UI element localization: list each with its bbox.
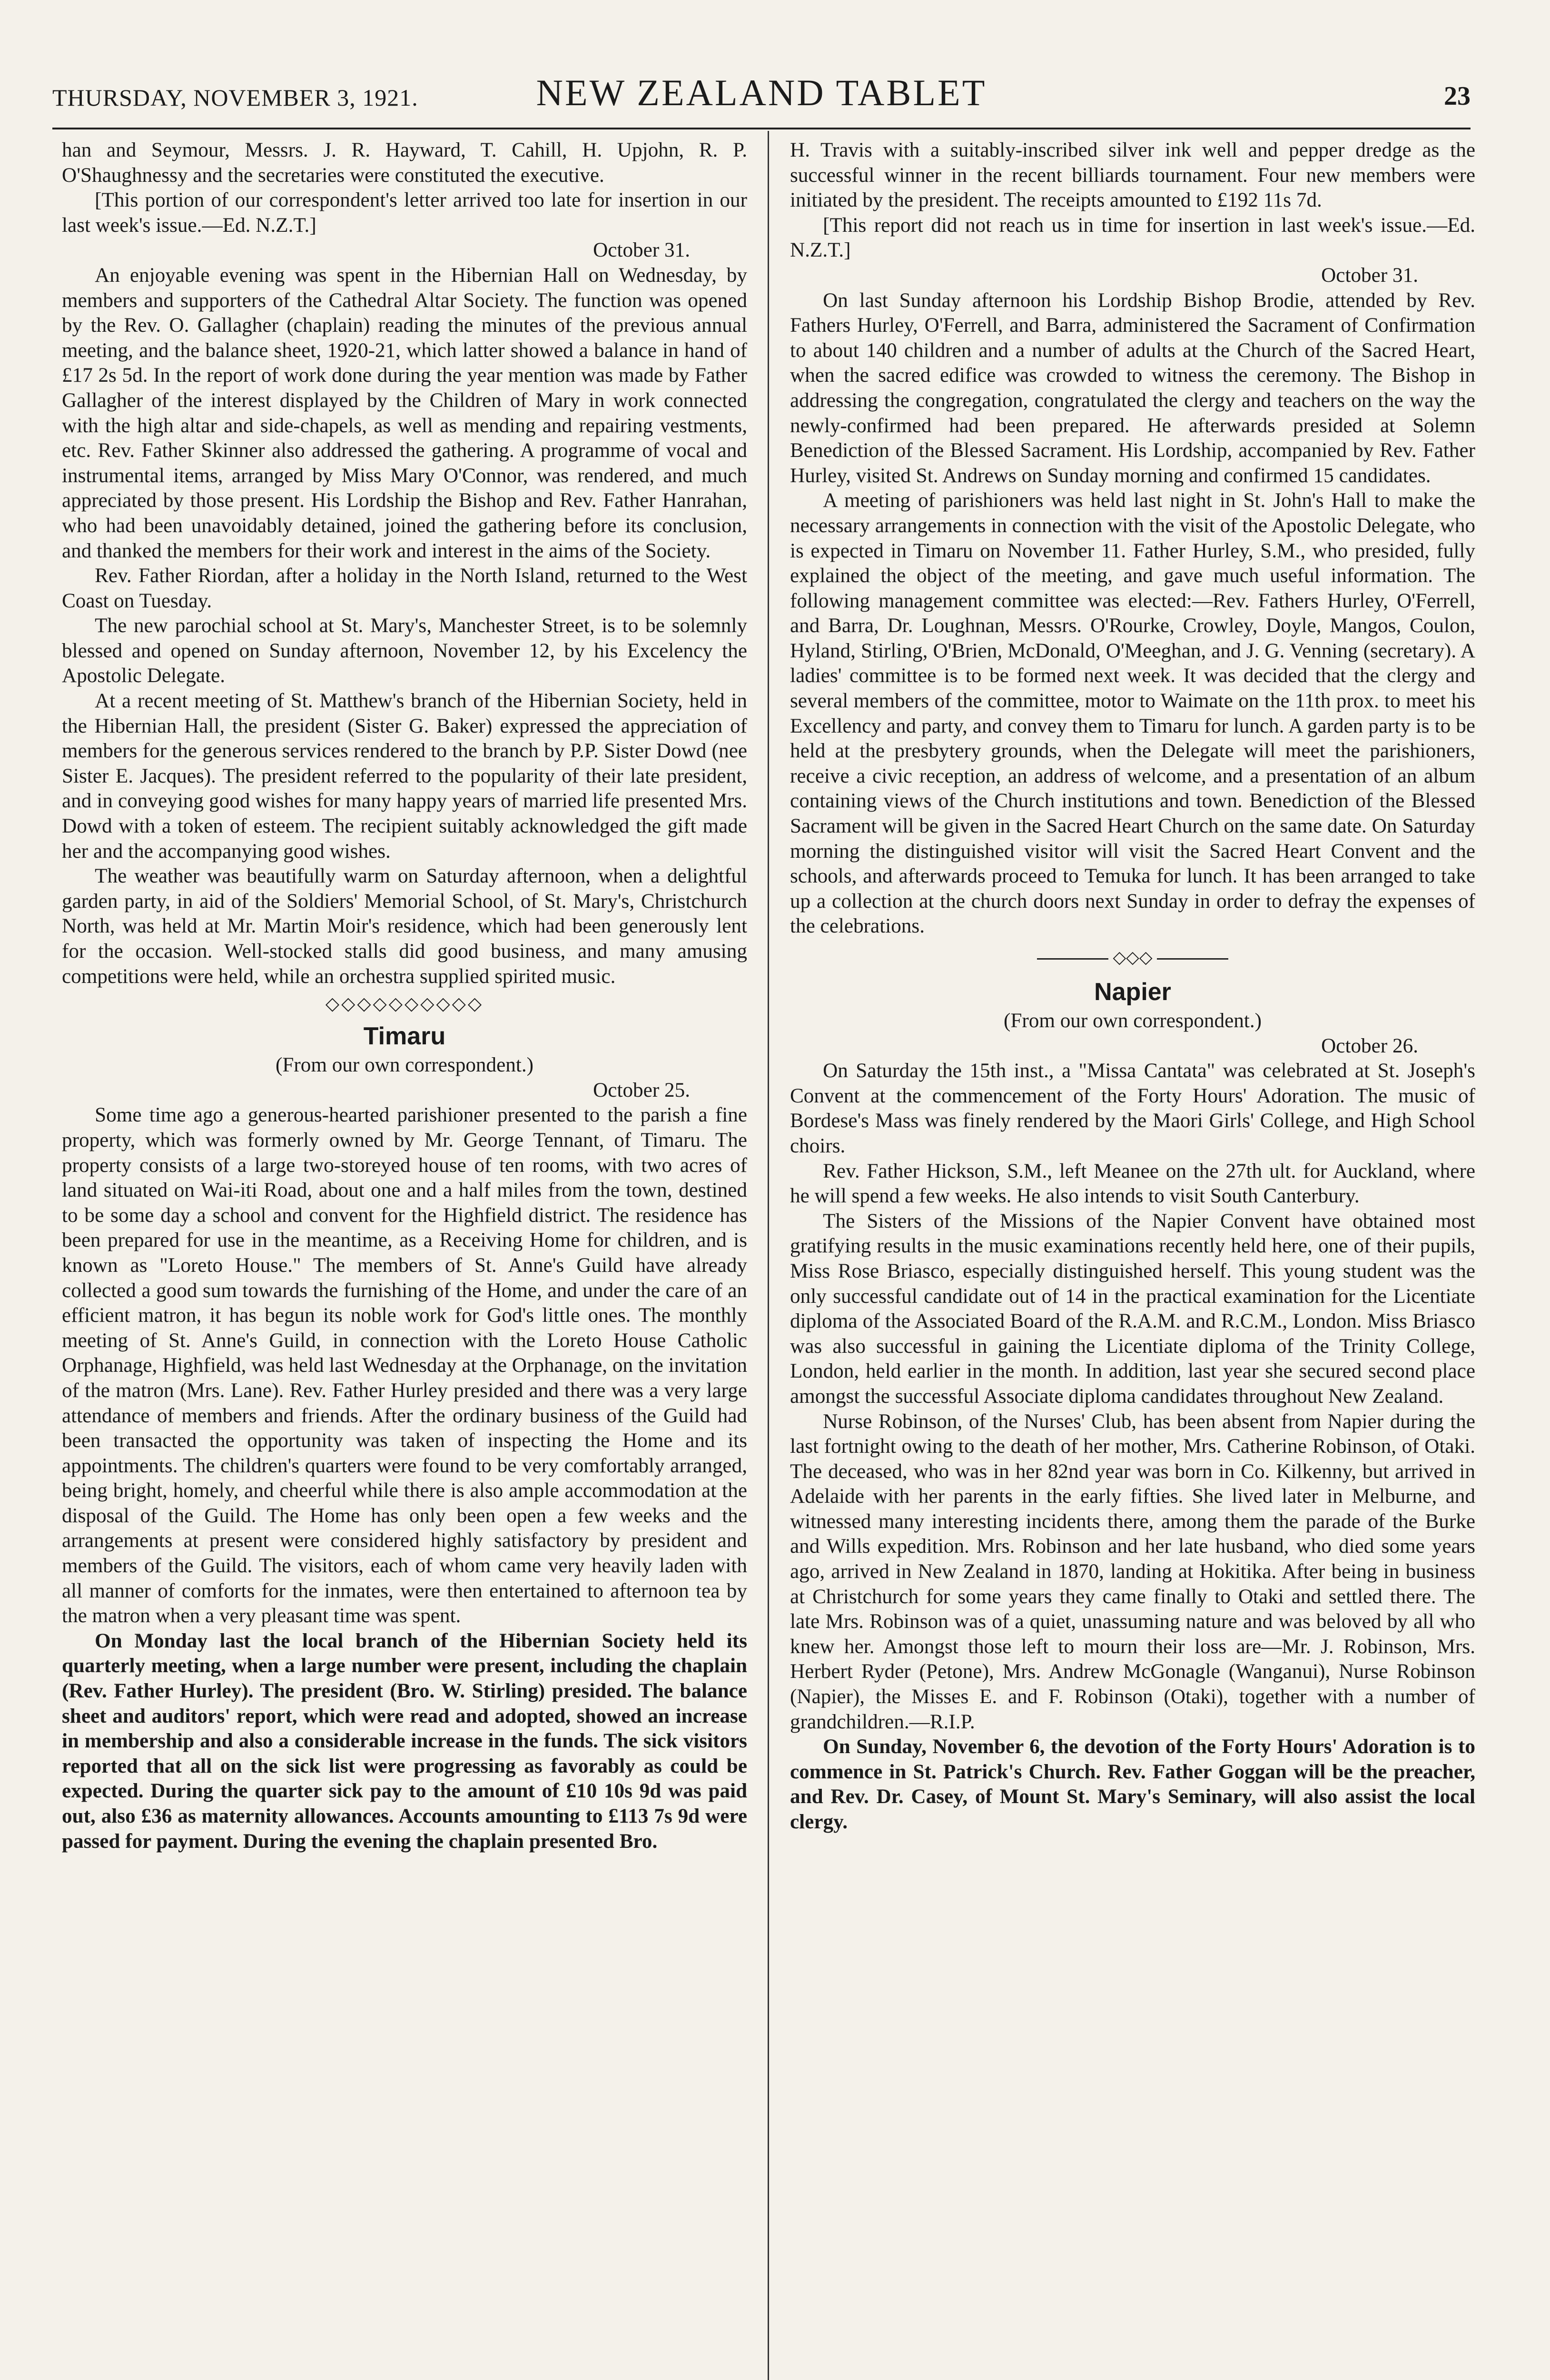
separator-ornament: ◇◇◇ [1113, 948, 1153, 967]
correspondent-line: (From our own correspondent.) [1003, 1010, 1262, 1032]
issue-date: THURSDAY, NOVEMBER 3, 1921. [52, 84, 418, 111]
separator-line [1157, 958, 1228, 960]
editor-note: [This report did not reach us in time for insertion in last week's issue.—Ed. N.Z.T.] [790, 214, 1475, 262]
article-paragraph: The weather was beautifully warm on Saturday afternoon, when a delightful garden party, in aid of the Soldiers' Memorial School, of St. Mary's, Christchurch North, was held at Mr. Martin Moir's residence, which had been generously lent for the occasion. Well-stocked stalls did good business, and many amusing competitions were held, while an orchestra supplied spirited music. [62, 865, 747, 988]
section-heading-napier: Napier [1094, 978, 1171, 1006]
editor-note: [This portion of our correspondent's letter arrived too late for insertion in our last week's issue.—Ed. N.Z.T.] [62, 189, 747, 237]
section-separator [790, 943, 1475, 972]
separator-line [1037, 958, 1108, 960]
correspondent-line: (From our own correspondent.) [275, 1054, 534, 1077]
dateline: October 26. [1321, 1034, 1418, 1057]
article-paragraph: han and Seymour, Messrs. J. R. Hayward, T. Cahill, H. Upjohn, R. P. O'Shaughnessy and the secretaries were constituted the executive. [62, 139, 747, 187]
article-paragraph: Nurse Robinson, of the Nurses' Club, has been absent from Napier during the last fortnight owing to the death of her mother, Mrs. Catherine Robinson, of Otaki. The deceased, who was in her 82nd year was born in Co. Kilkenny, but arrived in Adelaide with her parents in the early fifties. She lived later in Melburne, and witnessed many interesting incidents there, among them the parade of the Burke and Wills expedition. Mrs. Robinson and her late husband, who died some years ago, arrived in New Zealand in 1870, landing at Hokitika. After being in business at Christchurch for some years they came finally to Otaki and settled there. The late Mrs. Robinson was of a quiet, unassuming nature and was beloved by all who knew her. Amongst those left to mourn their loss are—Mr. J. Robinson, Mrs. Herbert Ryder (Petone), Mrs. Andrew McGonagle (Wanganui), Nurse Robinson (Napier), the Misses E. and F. Robinson (Otaki), together with a number of grandchildren.—R.I.P. [790, 1410, 1475, 1733]
article-paragraph: On last Sunday afternoon his Lordship Bishop Brodie, attended by Rev. Fathers Hurley, O'Ferrell, and Barra, administered the Sacrament of Confirmation to about 140 children and a number of adults at the Church of the Sacred Heart, when the sacred edifice was crowded to witness the ceremony. The Bishop in addressing the congregation, congratulated the clergy and teachers on the way the newly-confirmed had been prepared. He afterwards presided at Solemn Benediction of the Blessed Sacrament. His Lordship, accompanied by Rev. Father Hurley, visited St. Andrews on Sunday morning and confirmed 15 candidates. [790, 289, 1475, 487]
section-heading-timaru: Timaru [363, 1022, 446, 1051]
dateline: October 25. [593, 1079, 690, 1101]
article-paragraph: On Saturday the 15th inst., a "Missa Cantata" was celebrated at St. Joseph's Convent at the commencement of the Forty Hours' Adoration. The music of Bordese's Mass was finely rendered by the Maori Girls' College, and High School choirs. [790, 1060, 1475, 1157]
article-paragraph: On Sunday, November 6, the devotion of the Forty Hours' Adoration is to commence in St. Patrick's Church. Rev. Father Goggan will be the preacher, and Rev. Dr. Casey, of Mount St. Mary's Seminary, will also assist the local clergy. [790, 1735, 1475, 1833]
article-paragraph: The Sisters of the Missions of the Napier Convent have obtained most gratifying results in the music examinations recently held here, one of their pupils, Miss Rose Briasco, especially distinguished herself. This young student was the only successful candidate out of 14 in the practical examination for the Licentiate diploma of the Associated Board of the R.A.M. and R.C.M., London. Miss Briasco was also successful in gaining the Licentiate diploma of the Trinity College, London, held earlier in the month. In addition, last year she secured second place amongst the successful Associate diploma candidates throughout New Zealand. [790, 1210, 1475, 1408]
right-column [790, 138, 1475, 1835]
column-divider [768, 131, 769, 2380]
page-header [52, 71, 1471, 124]
article-paragraph: An enjoyable evening was spent in the Hibernian Hall on Wednesday, by members and supporters of the Cathedral Altar Society. The function was opened by the Rev. O. Gallagher (chaplain) reading the minutes of the previous annual meeting, and the balance sheet, 1920-21, which latter showed a balance in hand of £17 2s 5d. In the report of work done during the year mention was made by Father Gallagher of the interest displayed by the Children of Mary in work connected with the high altar and side-chapels, as well as mending and repairing vestments, etc. Rev. Father Skinner also addressed the gathering. A programme of vocal and instrumental items, arranged by Miss Mary O'Connor, was rendered, and much appreciated by those present. His Lordship the Bishop and Rev. Father Hanrahan, who had been unavoidably detained, joined the gathering before its conclusion, and thanked the members for their work and interest in the aims of the Society. [62, 264, 747, 562]
section-ornament: ◇◇◇◇◇◇◇◇◇◇ [325, 994, 484, 1014]
publication-title: NEW ZEALAND TABLET [536, 72, 987, 113]
article-paragraph: The new parochial school at St. Mary's, Manchester Street, is to be solemnly blessed and opened on Sunday afternoon, November 12, by his Excelency the Apostolic Delegate. [62, 615, 747, 687]
article-paragraph: On Monday last the local branch of the Hibernian Society held its quarterly meeting, when a large number were present, including the chaplain (Rev. Father Hurley). The president (Bro. W. Stirling) presided. The balance sheet and auditors' report, which were read and adopted, showed an increase in membership and also a considerable increase in the funds. The sick visitors reported that all on the sick list were progressing as favorably as could be expected. During the quarter sick pay to the amount of £10 10s 9d was paid out, also £36 as maternity allowances. Accounts amounting to £113 7s 9d were passed for payment. During the evening the chaplain presented Bro. [62, 1629, 747, 1853]
left-column [62, 138, 747, 1854]
page-number: 23 [1444, 81, 1471, 111]
article-paragraph: Rev. Father Riordan, after a holiday in the North Island, returned to the West Coast on Tuesday. [62, 565, 747, 612]
article-paragraph: At a recent meeting of St. Matthew's branch of the Hibernian Society, held in the Hibernian Hall, the president (Sister G. Baker) expressed the appreciation of members for the generous services rendered to the branch by P.P. Sister Dowd (nee Sister E. Jacques). The president referred to the popularity of their late president, and in conveying good wishes for many happy years of married life presented Mrs. Dowd with a token of esteem. The recipient suitably acknowledged the gift made her and the accompanying good wishes. [62, 690, 747, 863]
header-rule [52, 128, 1471, 129]
article-paragraph: A meeting of parishioners was held last night in St. John's Hall to make the necessary arrangements in connection with the visit of the Apostolic Delegate, who is expected in Timaru on November 11. Father Hurley, S.M., who presided, fully explained the object of the meeting, and gave much useful information. The following management committee was elected:—Rev. Fathers Hurley, O'Ferrell, and Barra, Dr. Loughnan, Messrs. O'Rourke, Crowley, Doyle, Mangos, Coulon, Hyland, Stirling, O'Brien, McDonald, O'Meeghan, and J. G. Venning (secretary). A ladies' committee is to be formed next week. It was decided that the clergy and several members of the committee, motor to Waimate on the 11th prox. to meet his Excellency and party, and convey them to Timaru for lunch. A garden party is to be held at the presbytery grounds, when the Delegate will meet the parishioners, receive a civic reception, an address of welcome, and a presentation of an album containing views of the Church institutions and town. Benediction of the Blessed Sacrament will be given in the Sacred Heart Church on the same date. On Saturday morning the distinguished visitor will visit the Sacred Heart Convent and the schools, and afterwards proceed to Temuka for lunch. It has been arranged to take up a collection at the church doors next Sunday in order to defray the expenses of the celebrations. [790, 489, 1475, 938]
dateline: October 31. [593, 239, 690, 262]
article-paragraph: Rev. Father Hickson, S.M., left Meanee on the 27th ult. for Auckland, where he will spend a few weeks. He also intends to visit South Canterbury. [790, 1160, 1475, 1208]
article-paragraph: Some time ago a generous-hearted parishioner presented to the parish a fine property, which was formerly owned by Mr. George Tennant, of Timaru. The property consists of a large two-storeyed house of ten rooms, with two acres of land situated on Wai-iti Road, about one and a half miles from the town, destined to be some day a school and convent for the Highfield district. The residence has been prepared for use in the meantime, as a Receiving Home for children, and is known as "Loreto House." The members of St. Anne's Guild have already collected a good sum towards the furnishing of the Home, and under the care of an efficient matron, it has begun its noble work for God's little ones. The monthly meeting of St. Anne's Guild, in connection with the Loreto House Catholic Orphanage, Highfield, was held last Wednesday at the Orphanage, on the invitation of the matron (Mrs. Lane). Rev. Father Hurley presided and there was a very large attendance of members and friends. After the ordinary business of the Guild had been transacted the opportunity was taken of inspecting the Home and its appointments. The children's quarters were found to be very comfortably arranged, being bright, homely, and cheerful while there is also ample accommodation at the disposal of the Guild. The Home has only been open a few weeks and the arrangements at present were considered highly satisfactory by president and members of the Guild. The visitors, each of whom came very heavily laden with all manner of comforts for the inmates, were then entertained to afternoon tea by the matron when a very pleasant time was spent. [62, 1104, 747, 1627]
article-paragraph: H. Travis with a suitably-inscribed silver ink well and pepper dredge as the successful winner in the recent billiards tournament. Four new members were initiated by the president. The receipts amounted to £192 11s 7d. [790, 139, 1475, 212]
dateline: October 31. [1321, 264, 1418, 287]
